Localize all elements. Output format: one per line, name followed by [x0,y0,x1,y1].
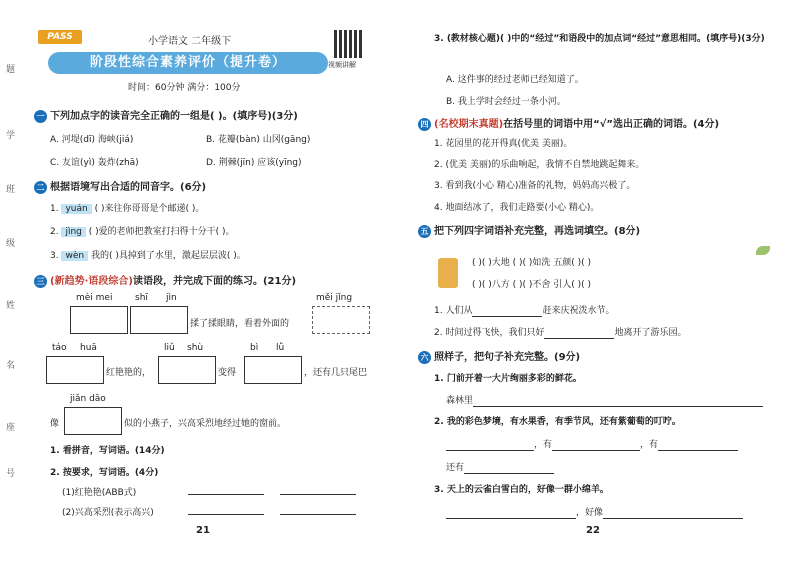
answer-box[interactable] [158,356,216,384]
margin-label: 名 [6,361,16,371]
pinyin: liǔ [164,343,175,353]
option-b: B. 我上学时会经过一条小河。 [446,97,566,107]
pinyin-tag: yuán [61,204,91,214]
answer-box[interactable] [46,356,104,384]
passage-text: 红艳艳的， [106,368,152,378]
pinyin: měi jǐng [316,293,353,303]
pinyin-tag: jìng [61,227,85,237]
exam-header [38,30,370,100]
item-text: 我的( )具掉到了水里，激起层层波( )。 [90,251,246,261]
prompt-text: ，有 [534,440,553,450]
passage-text: 似的小燕子，兴高采烈地经过她的窗前。 [124,419,287,429]
sub-question: (2)兴高采烈(表示高兴) [62,508,154,518]
item-number: 1. [50,204,59,214]
section-title: 把下列四字词语补充完整，再选词填空。(8分) [434,226,641,237]
section-2-heading [34,178,206,194]
sub-question: (1)红艳艳(ABB式) [62,488,137,498]
pinyin: huā [80,343,97,353]
s6-question-3: 3. 天上的云雀白雪白的，好像一群小绵羊。 [434,485,609,495]
page-number: 21 [196,525,210,536]
answer-line[interactable] [603,508,743,519]
s2-item-3 [50,248,246,261]
answer-box[interactable] [130,306,188,334]
option-a: A. 这件事的经过老师已经知道了。 [446,75,584,85]
right-page [400,0,800,565]
s2-item-2 [50,224,235,237]
pinyin: mèi mei [76,293,113,303]
pinyin: shù [187,343,204,353]
section-number: 一 [34,110,47,123]
section-number: 六 [418,351,431,364]
answer-line[interactable] [188,494,264,495]
pinyin: lǜ [276,343,285,353]
answer-line[interactable] [472,306,542,317]
answer-line[interactable] [464,463,554,474]
pinyin: bì [250,343,259,353]
s6-answer-2b [446,460,554,474]
pass-logo: PASS [38,30,82,44]
section-1-heading [34,107,298,123]
margin-label: 座 [6,423,16,433]
pinyin: shī [135,293,148,303]
question-text: 地离开了游乐园。 [614,328,687,338]
section-title: 在括号里的词语中用“√”选出正确的词语。(4分) [503,119,720,130]
answer-line[interactable] [280,494,356,495]
pinyin: jiǎn dāo [70,394,106,404]
passage-text: 像 [50,419,60,429]
question-text: 赶来庆祝泼水节。 [542,306,615,316]
section-number: 四 [418,118,431,131]
option-d: D. 荆棘(jīn) 应该(yīng) [206,158,302,168]
passage-text: ，还有几只尾巴 [304,368,368,378]
section-title: 下列加点字的读音完全正确的一组是( )。(填序号)(3分) [50,111,298,122]
question-text: 1. 人们从 [434,306,473,316]
passage-text: 揉了揉眼睛，看着外面的 [190,319,290,329]
section-title: 读语段，并完成下面的练习。(21分) [132,276,297,287]
subject-label: 小学语文 二年级下 [148,36,232,47]
exam-meta: 时间：60分钟 满分：100分 [128,83,241,93]
answer-box[interactable] [244,356,302,384]
item-number: 2. [50,227,59,237]
idiom-row[interactable]: ( )( )大地 ( )( )如洗 五颜( )( ) [472,258,592,268]
item-text: ( )来往你哥哥是个邮递( )。 [94,204,205,214]
answer-line[interactable] [544,328,614,339]
section-5-heading [418,222,640,238]
choice-item[interactable]: 1. 花园里的花开得真(优美 美丽)。 [434,139,573,149]
choice-item[interactable]: 3. 看到我(小心 精心)准备的礼物，妈妈高兴极了。 [434,181,636,191]
page-number: 22 [586,525,600,536]
question-1: 1. 看拼音，写词语。(14分) [50,446,165,456]
section-tag: (名校期末真题) [434,119,504,130]
margin-label: 学 [6,131,16,141]
pinyin: táo [52,343,67,353]
s6-answer-2 [446,437,738,451]
section-number: 五 [418,225,431,238]
qr-label: 视频讲解 [328,61,356,69]
s6-answer-1 [446,393,763,407]
qr-code-icon[interactable] [334,30,362,58]
margin-label: 姓 [6,301,16,311]
answer-line[interactable] [446,440,534,451]
choice-item[interactable]: 2. (优美 美丽)的乐曲响起，我情不自禁地跳起舞来。 [434,160,645,170]
prompt-text: ，有 [640,440,659,450]
s5-question-1 [434,303,614,317]
prompt-text: 还有 [446,463,465,473]
option-b: B. 花瓣(bàn) 山冈(gāng) [206,135,311,145]
leaf-icon [756,246,770,255]
answer-line[interactable] [658,440,738,451]
section-title: 根据语境写出合适的同音字。(6分) [50,182,207,193]
answer-line[interactable] [188,514,264,515]
passage-text: 变得 [218,368,237,378]
section-3-heading [34,272,296,288]
answer-box[interactable] [70,306,128,334]
section-tag: (新趋势·语段综合) [50,276,133,287]
prompt-text: ，好像 [576,508,604,518]
s6-answer-3 [446,505,743,519]
section-6-heading [418,348,580,364]
s2-item-1 [50,201,204,214]
item-text: ( )爱的老师把教室打扫得十分干( )。 [88,227,235,237]
item-number: 3. [50,251,59,261]
prompt-text: 森林里 [446,396,474,406]
choice-item[interactable]: 4. 地面结冰了，我们走路要(小心 精心)。 [434,203,600,213]
answer-line[interactable] [552,440,640,451]
idiom-row[interactable]: ( )( )八方 ( )( )不舍 引人( )( ) [472,280,592,290]
s6-question-2: 2. 我的彩色梦境，有水果香，有季节风，还有紫葡萄的叮咛。 [434,417,681,427]
margin-label: 号 [6,469,16,479]
answer-line[interactable] [446,508,576,519]
question-3: 3. (教材核心题)( )中的“经过”和语段中的加点词“经过”意思相同。(填序号)(3分) [434,34,765,44]
question-2: 2. 按要求，写词语。(4分) [50,468,159,478]
margin-label: 题 [6,65,16,75]
option-c: C. 友谊(yì) 轰炸(zhā) [50,158,139,168]
margin-label: 班 [6,185,16,195]
margin-label: 级 [6,239,16,249]
s5-question-2 [434,325,686,339]
answer-box[interactable] [312,306,370,334]
giraffe-icon [438,258,458,288]
s6-question-1: 1. 门前开着一大片绚丽多彩的鲜花。 [434,374,582,384]
answer-line[interactable] [280,514,356,515]
section-title: 照样子，把句子补充完整。(9分) [434,352,581,363]
section-number: 三 [34,275,47,288]
answer-line[interactable] [473,396,763,407]
option-a: A. 河堤(dī) 海峡(jiá) [50,135,134,145]
pinyin-tag: wèn [61,251,88,261]
section-number: 二 [34,181,47,194]
exam-title: 阶段性综合素养评价（提升卷） [48,52,328,74]
pinyin: jìn [166,293,177,303]
question-text: 2. 时间过得飞快，我们只好 [434,328,545,338]
answer-box[interactable] [64,407,122,435]
section-4-heading [418,115,719,131]
